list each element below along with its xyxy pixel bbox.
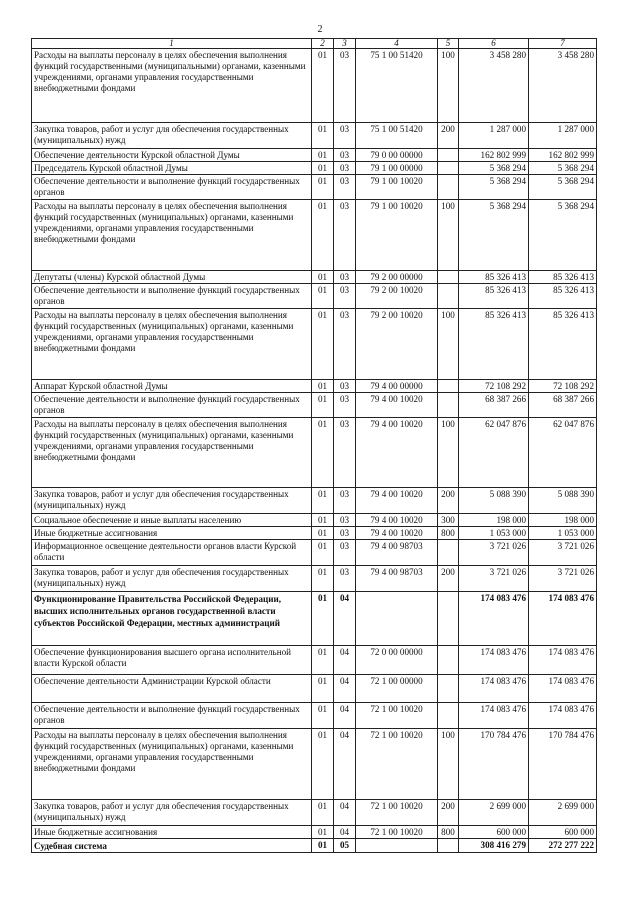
expense-type-cell: 800: [438, 826, 459, 839]
subsection-code-cell: 04: [334, 592, 356, 646]
target-article-cell: 72 0 00 00000: [356, 646, 438, 675]
amount-year1-cell: 600 000: [459, 826, 529, 839]
expense-type-cell: [438, 380, 459, 393]
target-article-cell: [356, 592, 438, 646]
expense-name-cell: Обеспечение деятельности и выполнение функций государственных органов: [32, 393, 312, 418]
subsection-code-cell: 03: [334, 284, 356, 309]
amount-year1-cell: 2 699 000: [459, 800, 529, 826]
amount-year1-cell: 3 458 280: [459, 49, 529, 123]
amount-year2-cell: 62 047 876: [529, 418, 597, 488]
table-row: [32, 162, 597, 175]
expense-type-cell: [438, 175, 459, 200]
table-row: [32, 380, 597, 393]
table-row: [32, 514, 597, 527]
amount-year2-cell: 85 326 413: [529, 309, 597, 380]
table-row: [32, 646, 597, 675]
amount-year2-cell: 162 802 999: [529, 149, 597, 162]
amount-year1-cell: 1 287 000: [459, 123, 529, 149]
expense-type-cell: 200: [438, 800, 459, 826]
amount-year2-cell: 3 721 026: [529, 566, 597, 592]
table-row: [32, 527, 597, 540]
subsection-code-cell: 03: [334, 514, 356, 527]
amount-year2-cell: 272 277 222: [529, 839, 597, 853]
target-article-cell: 79 4 00 10020: [356, 527, 438, 540]
subsection-code-cell: 04: [334, 675, 356, 703]
target-article-cell: 72 1 00 10020: [356, 703, 438, 729]
table-row: [32, 729, 597, 800]
amount-year1-cell: 85 326 413: [459, 271, 529, 284]
amount-year1-cell: 174 083 476: [459, 592, 529, 646]
section-code-cell: 01: [312, 839, 334, 853]
section-code-cell: 01: [312, 646, 334, 675]
table-row: [32, 284, 597, 309]
amount-year1-cell: 174 083 476: [459, 646, 529, 675]
section-code-cell: 01: [312, 703, 334, 729]
expense-type-cell: [438, 703, 459, 729]
table-row: [32, 839, 597, 853]
subsection-code-cell: 03: [334, 123, 356, 149]
amount-year1-cell: 68 387 266: [459, 393, 529, 418]
amount-year1-cell: 72 108 292: [459, 380, 529, 393]
subsection-code-cell: 03: [334, 566, 356, 592]
expense-type-cell: 100: [438, 418, 459, 488]
subsection-code-cell: 03: [334, 271, 356, 284]
amount-year1-cell: 5 368 294: [459, 200, 529, 271]
expense-type-cell: [438, 149, 459, 162]
expense-type-cell: 800: [438, 527, 459, 540]
expense-type-cell: [438, 284, 459, 309]
expense-name-cell: Председатель Курской областной Думы: [32, 162, 312, 175]
amount-year1-cell: 198 000: [459, 514, 529, 527]
header-cell-3: 3: [334, 39, 356, 49]
expense-type-cell: 200: [438, 488, 459, 514]
target-article-cell: 72 1 00 10020: [356, 826, 438, 839]
expense-name-cell: Обеспечение деятельности Администрации Курской области: [32, 675, 312, 703]
section-code-cell: 01: [312, 826, 334, 839]
amount-year2-cell: 1 287 000: [529, 123, 597, 149]
expense-name-cell: Иные бюджетные ассигнования: [32, 826, 312, 839]
header-cell-4: 4: [356, 39, 438, 49]
header-cell-6: 6: [459, 39, 529, 49]
subsection-code-cell: 03: [334, 200, 356, 271]
section-code-cell: 01: [312, 49, 334, 123]
subsection-code-cell: 03: [334, 393, 356, 418]
amount-year2-cell: 5 088 390: [529, 488, 597, 514]
amount-year1-cell: 1 053 000: [459, 527, 529, 540]
target-article-cell: 79 1 00 10020: [356, 175, 438, 200]
table-row: [32, 123, 597, 149]
table-row: [32, 309, 597, 380]
section-code-cell: 01: [312, 162, 334, 175]
expense-type-cell: 100: [438, 49, 459, 123]
expense-name-cell: Закупка товаров, работ и услуг для обеспечения государственных (муниципальных) нужд: [32, 800, 312, 826]
expense-name-cell: Обеспечение деятельности и выполнение функций государственных органов: [32, 284, 312, 309]
expense-name-cell: Депутаты (члены) Курской областной Думы: [32, 271, 312, 284]
header-cell-5: 5: [438, 39, 459, 49]
expense-name-cell: Обеспечение деятельности Курской областной Думы: [32, 149, 312, 162]
expense-type-cell: [438, 675, 459, 703]
amount-year1-cell: 5 368 294: [459, 162, 529, 175]
subsection-code-cell: 05: [334, 839, 356, 853]
target-article-cell: 79 2 00 10020: [356, 309, 438, 380]
budget-table: [31, 38, 597, 853]
target-article-cell: 79 4 00 10020: [356, 514, 438, 527]
page-number: 2: [317, 24, 323, 35]
amount-year1-cell: 85 326 413: [459, 309, 529, 380]
expense-name-cell: Расходы на выплаты персоналу в целях обеспечения выполнения функций государственных (муниципальных) органами, казенными учреждениями, органами управления государственными внебюджетными фондами: [32, 309, 312, 380]
target-article-cell: 72 1 00 00000: [356, 675, 438, 703]
header-cell-7: 7: [529, 39, 597, 49]
amount-year2-cell: 174 083 476: [529, 703, 597, 729]
section-code-cell: 01: [312, 675, 334, 703]
table-row: [32, 200, 597, 271]
expense-name-cell: Обеспечение деятельности и выполнение функций государственных органов: [32, 703, 312, 729]
amount-year1-cell: 5 368 294: [459, 175, 529, 200]
section-code-cell: 01: [312, 488, 334, 514]
section-code-cell: 01: [312, 200, 334, 271]
amount-year1-cell: 174 083 476: [459, 703, 529, 729]
section-code-cell: 01: [312, 418, 334, 488]
expense-type-cell: 200: [438, 123, 459, 149]
target-article-cell: 79 4 00 00000: [356, 380, 438, 393]
expense-type-cell: [438, 839, 459, 853]
amount-year1-cell: 85 326 413: [459, 284, 529, 309]
subsection-code-cell: 03: [334, 49, 356, 123]
expense-type-cell: 300: [438, 514, 459, 527]
target-article-cell: 79 1 00 10020: [356, 200, 438, 271]
table-row: [32, 592, 597, 646]
section-code-cell: 01: [312, 592, 334, 646]
section-code-cell: 01: [312, 527, 334, 540]
budget-table-body: [32, 39, 597, 853]
subsection-code-cell: 03: [334, 149, 356, 162]
expense-name-cell: Обеспечение деятельности и выполнение функций государственных органов: [32, 175, 312, 200]
amount-year2-cell: 5 368 294: [529, 175, 597, 200]
section-code-cell: 01: [312, 271, 334, 284]
subsection-code-cell: 04: [334, 729, 356, 800]
amount-year1-cell: 5 088 390: [459, 488, 529, 514]
subsection-code-cell: 04: [334, 646, 356, 675]
amount-year2-cell: 5 368 294: [529, 162, 597, 175]
amount-year2-cell: 72 108 292: [529, 380, 597, 393]
header-cell-2: 2: [312, 39, 334, 49]
subsection-code-cell: 03: [334, 380, 356, 393]
expense-type-cell: [438, 592, 459, 646]
expense-name-cell: Обеспечение функционирования высшего органа исполнительной власти Курской области: [32, 646, 312, 675]
table-row: [32, 800, 597, 826]
subsection-code-cell: 03: [334, 540, 356, 566]
subsection-code-cell: 04: [334, 800, 356, 826]
subsection-code-cell: 04: [334, 703, 356, 729]
target-article-cell: 79 4 00 10020: [356, 418, 438, 488]
subsection-code-cell: 03: [334, 175, 356, 200]
expense-type-cell: 100: [438, 200, 459, 271]
section-code-cell: 01: [312, 566, 334, 592]
expense-type-cell: [438, 540, 459, 566]
expense-type-cell: 200: [438, 566, 459, 592]
expense-name-cell: Закупка товаров, работ и услуг для обеспечения государственных (муниципальных) нужд: [32, 123, 312, 149]
section-code-cell: 01: [312, 380, 334, 393]
target-article-cell: 79 1 00 00000: [356, 162, 438, 175]
section-code-cell: 01: [312, 729, 334, 800]
expense-name-cell: Социальное обеспечение и иные выплаты населению: [32, 514, 312, 527]
amount-year1-cell: 308 416 279: [459, 839, 529, 853]
amount-year2-cell: 3 721 026: [529, 540, 597, 566]
expense-type-cell: [438, 162, 459, 175]
expense-name-cell: Аппарат Курской областной Думы: [32, 380, 312, 393]
expense-type-cell: 100: [438, 729, 459, 800]
target-article-cell: 75 1 00 51420: [356, 49, 438, 123]
expense-name-cell: Иные бюджетные ассигнования: [32, 527, 312, 540]
section-code-cell: 01: [312, 175, 334, 200]
table-row: [32, 149, 597, 162]
amount-year1-cell: 3 721 026: [459, 540, 529, 566]
target-article-cell: 79 0 00 00000: [356, 149, 438, 162]
table-row: [32, 566, 597, 592]
target-article-cell: 79 4 00 98703: [356, 566, 438, 592]
section-code-cell: 01: [312, 149, 334, 162]
section-code-cell: 01: [312, 284, 334, 309]
section-code-cell: 01: [312, 123, 334, 149]
subsection-code-cell: 04: [334, 826, 356, 839]
table-row: [32, 703, 597, 729]
expense-type-cell: [438, 393, 459, 418]
amount-year2-cell: 600 000: [529, 826, 597, 839]
table-row: [32, 175, 597, 200]
amount-year2-cell: 3 458 280: [529, 49, 597, 123]
header-cell-1: 1: [32, 39, 312, 49]
amount-year2-cell: 198 000: [529, 514, 597, 527]
amount-year2-cell: 170 784 476: [529, 729, 597, 800]
amount-year2-cell: 1 053 000: [529, 527, 597, 540]
table-row: [32, 540, 597, 566]
subsection-code-cell: 03: [334, 162, 356, 175]
expense-name-cell: Функционирование Правительства Российской Федерации, высших исполнительных органов государственной власти субъектов Российской Федерации, местных администраций: [32, 592, 312, 646]
target-article-cell: [356, 839, 438, 853]
expense-type-cell: [438, 271, 459, 284]
table-header-row: [32, 39, 597, 49]
section-code-cell: 01: [312, 800, 334, 826]
amount-year2-cell: 174 083 476: [529, 592, 597, 646]
subsection-code-cell: 03: [334, 309, 356, 380]
amount-year2-cell: 174 083 476: [529, 646, 597, 675]
target-article-cell: 79 4 00 98703: [356, 540, 438, 566]
section-code-cell: 01: [312, 393, 334, 418]
expense-name-cell: Закупка товаров, работ и услуг для обеспечения государственных (муниципальных) нужд: [32, 488, 312, 514]
target-article-cell: 75 1 00 51420: [356, 123, 438, 149]
amount-year2-cell: 85 326 413: [529, 271, 597, 284]
amount-year2-cell: 2 699 000: [529, 800, 597, 826]
expense-name-cell: Закупка товаров, работ и услуг для обеспечения государственных (муниципальных) нужд: [32, 566, 312, 592]
target-article-cell: 72 1 00 10020: [356, 729, 438, 800]
table-row: [32, 393, 597, 418]
target-article-cell: 79 4 00 10020: [356, 488, 438, 514]
table-row: [32, 675, 597, 703]
section-code-cell: 01: [312, 309, 334, 380]
subsection-code-cell: 03: [334, 527, 356, 540]
expense-name-cell: Расходы на выплаты персоналу в целях обеспечения выполнения функций государственных (муниципальных) органами, казенными учреждениями, органами управления государственными внебюджетными фондами: [32, 418, 312, 488]
subsection-code-cell: 03: [334, 418, 356, 488]
amount-year1-cell: 170 784 476: [459, 729, 529, 800]
section-code-cell: 01: [312, 514, 334, 527]
expense-name-cell: Информационное освещение деятельности органов власти Курской области: [32, 540, 312, 566]
section-code-cell: 01: [312, 540, 334, 566]
expense-type-cell: [438, 646, 459, 675]
table-row: [32, 826, 597, 839]
table-row: [32, 488, 597, 514]
amount-year2-cell: 174 083 476: [529, 675, 597, 703]
table-row: [32, 271, 597, 284]
target-article-cell: 79 2 00 00000: [356, 271, 438, 284]
target-article-cell: 79 4 00 10020: [356, 393, 438, 418]
amount-year2-cell: 5 368 294: [529, 200, 597, 271]
amount-year2-cell: 85 326 413: [529, 284, 597, 309]
target-article-cell: 79 2 00 10020: [356, 284, 438, 309]
amount-year1-cell: 162 802 999: [459, 149, 529, 162]
amount-year1-cell: 3 721 026: [459, 566, 529, 592]
expense-type-cell: 100: [438, 309, 459, 380]
amount-year2-cell: 68 387 266: [529, 393, 597, 418]
amount-year1-cell: 174 083 476: [459, 675, 529, 703]
expense-name-cell: Судебная система: [32, 839, 312, 853]
table-row: [32, 418, 597, 488]
subsection-code-cell: 03: [334, 488, 356, 514]
expense-name-cell: Расходы на выплаты персоналу в целях обеспечения выполнения функций государственных (муниципальных) органами, казенными учреждениями, органами управления государственными внебюджетными фондами: [32, 729, 312, 800]
expense-name-cell: Расходы на выплаты персоналу в целях обеспечения выполнения функций государственных (муниципальных) органами, казенными учреждениями, органами управления государственными внебюджетными фондами: [32, 200, 312, 271]
expense-name-cell: Расходы на выплаты персоналу в целях обеспечения выполнения функций государственными (муниципальными) органами, казенными учреждениями, органами управления государственными внебюджетными фондами: [32, 49, 312, 123]
amount-year1-cell: 62 047 876: [459, 418, 529, 488]
target-article-cell: 72 1 00 10020: [356, 800, 438, 826]
table-row: [32, 49, 597, 123]
